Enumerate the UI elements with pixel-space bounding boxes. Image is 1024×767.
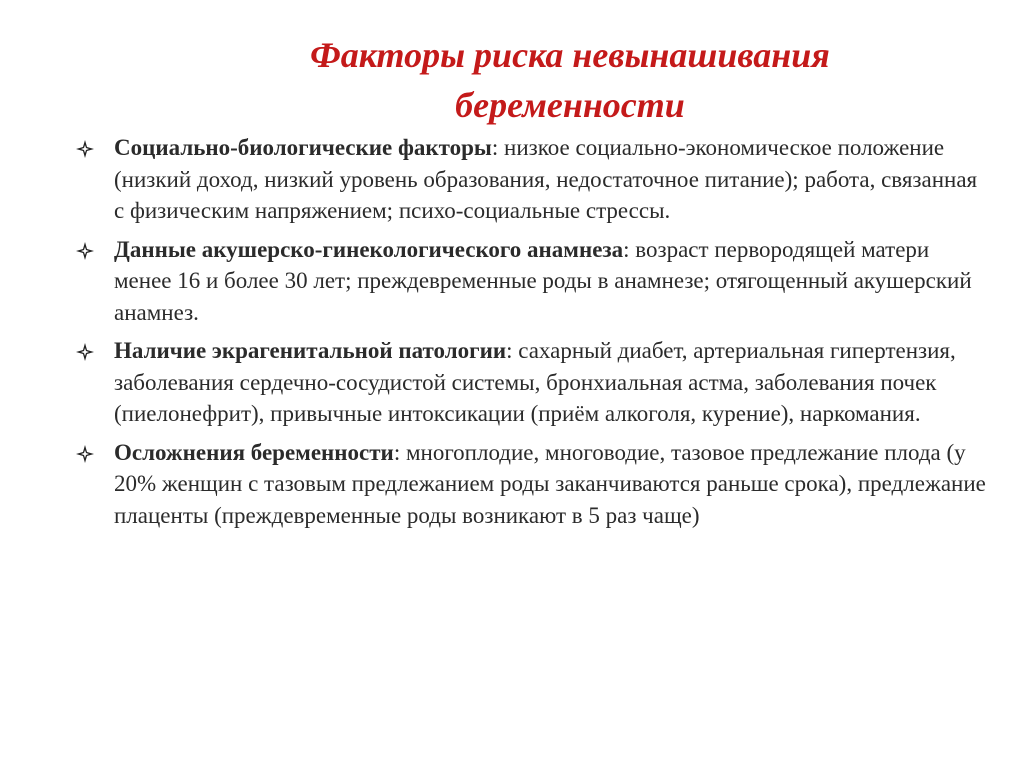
- item-text: : многоплодие, многоводие, тазовое предлежание плода (у 20% женщин с тазовым предлежанием роды заканчиваются раньше срока), предлежание плаценты (преждевременные роды возникают в 5 раз чаще): [114, 439, 986, 528]
- diamond-bullet-icon: [76, 343, 94, 361]
- item-lead: Осложнения беременности: [114, 439, 394, 465]
- slide-title-line-1: Факторы риска невынашивания: [310, 35, 830, 75]
- list-item: [72, 335, 992, 430]
- item-text: : сахарный диабет, артериальная гипертензия, заболевания сердечно-сосудистой системы, бронхиальная астма, заболевания почек (пиелонефрит), привычные интоксикации (приём алкоголя, курение), наркомания.: [114, 338, 956, 426]
- slide-title: [180, 30, 960, 130]
- item-lead: Социально-биологические факторы: [114, 135, 492, 160]
- item-lead: Данные акушерско-гинекологического анамнеза: [114, 236, 624, 262]
- risk-factors-list: [72, 132, 992, 538]
- list-item: [72, 234, 992, 329]
- item-text: : возраст первородящей матери менее 16 и более 30 лет; преждевременные роды в анамнезе; отягощенный акушерский анамнез.: [114, 236, 972, 325]
- diamond-bullet-icon: [76, 140, 94, 158]
- diamond-bullet-icon: [76, 242, 94, 260]
- diamond-bullet-icon: [76, 445, 94, 463]
- list-item: [72, 437, 992, 532]
- list-item: [72, 132, 992, 227]
- item-lead: Наличие экрагенитальной патологии: [114, 338, 507, 363]
- slide-title-line-2: беременности: [455, 85, 685, 125]
- item-text: : низкое социально-экономическое положение (низкий доход, низкий уровень образования, недостаточное питание); работа, связанная с физическим напряжением; психо-социальные стрессы.: [114, 135, 978, 223]
